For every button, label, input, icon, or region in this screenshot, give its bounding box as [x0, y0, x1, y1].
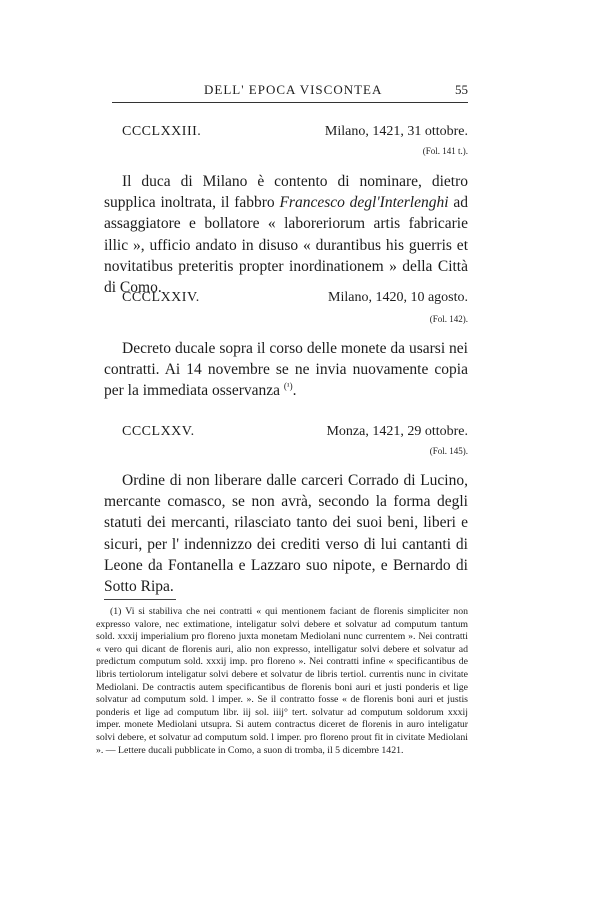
running-title: DELL' EPOCA VISCONTEA: [204, 82, 383, 97]
entry-number: CCCLXXV.: [122, 424, 195, 439]
entry-text-375: [104, 470, 468, 597]
entry-place-date: Milano, 1421, 31 ottobre.: [324, 124, 468, 139]
entry-number: CCCLXXIII.: [122, 124, 202, 139]
entry-text-373: [104, 171, 468, 298]
entry-place-date: Monza, 1421, 29 ottobre.: [326, 424, 468, 439]
entry-text-part: ad assaggiatore e bollatore « laboreriorum artis fabricarie illic », ufficio andato in disuso « durantibus his guerris et novitatibus preteritis propter inordinationem » della Città di Como.: [104, 194, 468, 297]
entry-text-part: Decreto ducale sopra il corso delle monete da usarsi nei contratti. Ai 14 novembre se ne invia nuovamente copia per la immediata osservanza: [104, 340, 468, 400]
entry-text-italic-name: Francesco degl'Interlenghi: [279, 194, 449, 212]
page-number: 55: [455, 82, 468, 97]
running-head: [112, 82, 468, 103]
folio-reference: (Fol. 141 t.).: [422, 146, 468, 156]
folio-reference: (Fol. 145).: [429, 446, 468, 456]
footnote: (1) Vi si stabiliva che nei contratti « qui mentionem faciant de florenis simpliciter non expresso valore, nec extimatione, inteligatur solvi debere et solvatur ad computum tantum sold. xxxij imperialium pro floreno juxta monetam Mediolani nunc currentem ». Nei contratti « vero qui dicant de florenis auri, alio non expresso, intelligatur solvi debere et solvatur ad predictum computum sold. xxxij imp. pro floreno ». Nei contratti infine « specificantibus de libris tertiolorum inteligatur solvi debere et solvatur de libris tertiol. currentis nunc in civitate Mediolani. De contractis autem specificantibus de florenis boni auri et justi ponderis et lige solvatur ad computum sold. l imper. ». Se il contratto fosse « de florenis boni auri et justis ponderis et lige ad computum libr. iij sol. iiij° tert. solvatur ad computum soldorum xxxij imper. monete Mediolani utsupra. Si autem contractus diceret de florenis in auro inteligatur solvi debere, et solvatur ad computum sold. l imper. pro floreno prout fit in civitate Mediolani ». — Lettere ducali pubblicate in Como, a suon di tromba, il 5 dicembre 1421.: [96, 606, 468, 756]
footnote-reference: (¹): [283, 381, 293, 392]
entry-text-374: [104, 338, 468, 402]
entry-text-part: Il duca di Milano è contento di nominare, dietro supplica inoltrata, il fabbro: [104, 173, 468, 212]
footnote-divider: [104, 599, 176, 600]
entry-text-part: Ordine di non liberare dalle carceri Corrado di Lucino, mercante comasco, se non avrà, secondo la forma degli statuti dei mercanti, rilasciato tanto dei suoi beni, liberi e sicuri, per l' indennizzo dei crediti verso di lui cantanti di Leone da Fontanella e Lazzaro suo nipote, e Bernardo di Sotto Ripa.: [104, 472, 468, 596]
entry-text-part: .: [292, 382, 297, 400]
folio-reference: (Fol. 142).: [429, 314, 468, 324]
entry-place-date: Milano, 1420, 10 agosto.: [328, 290, 468, 305]
entry-number: CCCLXXIV.: [122, 290, 200, 305]
